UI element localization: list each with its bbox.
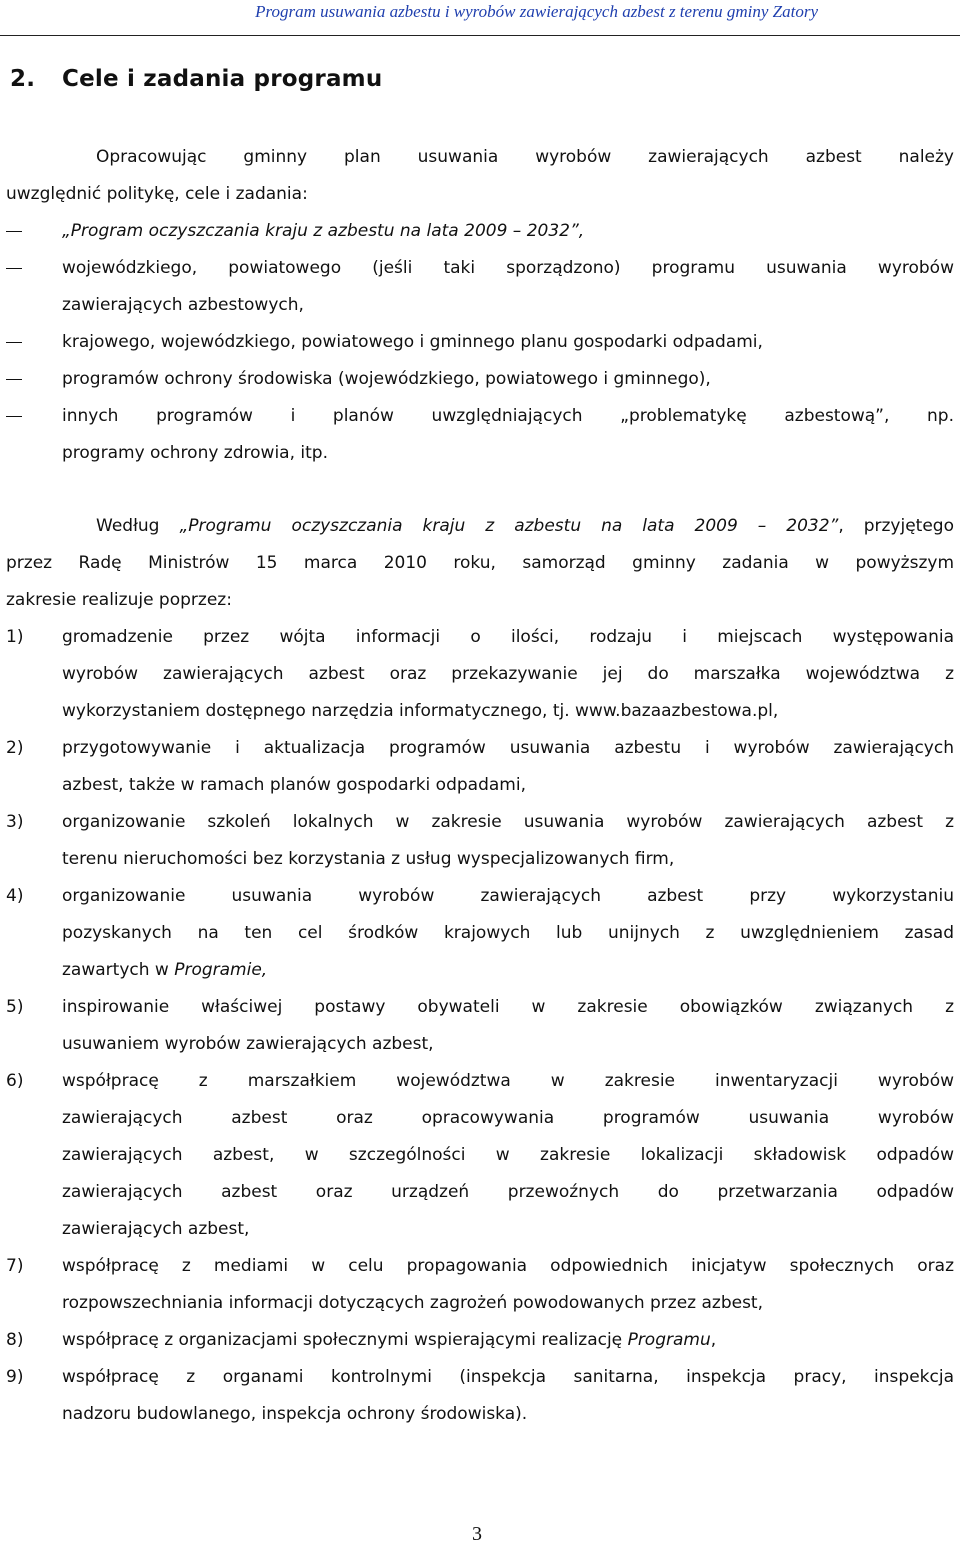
task-3-line-1: organizowanie szkoleń lokalnych w zakresie usuwania wyrobów zawierających azbest z xyxy=(62,812,954,832)
task-1-line-1: gromadzenie przez wójta informacji o ilości, rodzaju i miejscach występowania xyxy=(62,627,954,647)
program-reference: Programie, xyxy=(174,960,268,980)
bullet-dash xyxy=(6,342,22,343)
task-7-line-2: rozpowszechniania informacji dotyczących zagrożeń powodowanych przez azbest, xyxy=(62,1293,764,1313)
para2-line-2: przez Radę Ministrów 15 marca 2010 roku, samorząd gminny zadania w powyższym xyxy=(6,553,954,573)
task-8-tail: , xyxy=(710,1330,717,1350)
bullet-5-line-2: programy ochrony zdrowia, itp. xyxy=(62,443,328,463)
task-6-line-1: współpracę z marszałkiem województwa w zakresie inwentaryzacji wyrobów xyxy=(62,1071,954,1091)
intro-line-1: Opracowując gminny plan usuwania wyrobów zawierających azbest należy xyxy=(96,147,954,167)
task-4-lead: zawartych w xyxy=(62,960,175,980)
task-number: 6) xyxy=(6,1071,24,1091)
task-number: 7) xyxy=(6,1256,24,1276)
bullet-1: „Program oczyszczania kraju z azbestu na lata 2009 – 2032”, xyxy=(62,221,585,241)
task-6-line-5: zawierających azbest, xyxy=(62,1219,250,1239)
para2-line-1 xyxy=(96,516,954,536)
task-5-line-2: usuwaniem wyrobów zawierających azbest, xyxy=(62,1034,434,1054)
task-1-line-2: wyrobów zawierających azbest oraz przekazywanie jej do marszałka województwa z xyxy=(62,664,954,684)
task-6-line-3: zawierających azbest, w szczególności w zakresie lokalizacji składowisk odpadów xyxy=(62,1145,954,1165)
bullet-2-line-1: wojewódzkiego, powiatowego (jeśli taki sporządzono) programu usuwania wyrobów xyxy=(62,258,954,278)
task-number: 2) xyxy=(6,738,24,758)
section-title: Cele i zadania programu xyxy=(62,66,383,92)
bullet-3: krajowego, wojewódzkiego, powiatowego i gminnego planu gospodarki odpadami, xyxy=(62,332,763,352)
bullet-dash xyxy=(6,416,22,417)
task-8-lead: współpracę z organizacjami społecznymi wspierającymi realizację xyxy=(62,1330,628,1350)
task-4-line-3 xyxy=(62,960,267,980)
task-6-line-2: zawierających azbest oraz opracowywania programów usuwania wyrobów xyxy=(62,1108,954,1128)
page-number: 3 xyxy=(472,1523,482,1545)
task-number: 4) xyxy=(6,886,24,906)
bullet-dash xyxy=(6,268,22,269)
task-4-line-2: pozyskanych na ten cel środków krajowych lub unijnych z uwzględnieniem zasad xyxy=(62,923,954,943)
bullet-dash xyxy=(6,379,22,380)
task-6-line-4: zawierających azbest oraz urządzeń przewoźnych do przetwarzania odpadów xyxy=(62,1182,954,1202)
para2-line-3: zakresie realizuje poprzez: xyxy=(6,590,232,610)
task-8-line-1 xyxy=(62,1330,716,1350)
page-header xyxy=(0,0,960,38)
intro-line-2: uwzględnić politykę, cele i zadania: xyxy=(6,184,308,204)
program-reference: Programu xyxy=(627,1330,711,1350)
para2-lead: Według xyxy=(96,516,180,536)
task-3-line-2: terenu nieruchomości bez korzystania z usług wyspecjalizowanych firm, xyxy=(62,849,675,869)
task-number: 1) xyxy=(6,627,24,647)
task-number: 3) xyxy=(6,812,24,832)
task-number: 5) xyxy=(6,997,24,1017)
task-7-line-1: współpracę z mediami w celu propagowania odpowiednich inicjatyw społecznych oraz xyxy=(62,1256,954,1276)
bullet-2-line-2: zawierających azbestowych, xyxy=(62,295,304,315)
task-9-line-1: współpracę z organami kontrolnymi (inspekcja sanitarna, inspekcja pracy, inspekcja xyxy=(62,1367,954,1387)
section-heading xyxy=(10,66,382,92)
task-2-line-1: przygotowywanie i aktualizacja programów usuwania azbestu i wyrobów zawierających xyxy=(62,738,954,758)
program-title: „Programu oczyszczania kraju z azbestu na lata 2009 – 2032” xyxy=(179,516,839,536)
bullet-5-line-1: innych programów i planów uwzględniających „problematykę azbestową”, np. xyxy=(62,406,954,426)
bullet-dash xyxy=(6,231,22,232)
task-9-line-2: nadzoru budowlanego, inspekcja ochrony środowiska). xyxy=(62,1404,528,1424)
bullet-4: programów ochrony środowiska (wojewódzkiego, powiatowego i gminnego), xyxy=(62,369,711,389)
header-rule xyxy=(0,35,960,36)
running-title: Program usuwania azbestu i wyrobów zawierających azbest z terenu gminy Zatory xyxy=(255,2,818,21)
task-1-line-3: wykorzystaniem dostępnego narzędzia informatycznego, tj. www.bazaazbestowa.pl, xyxy=(62,701,779,721)
task-4-line-1: organizowanie usuwania wyrobów zawierających azbest przy wykorzystaniu xyxy=(62,886,954,906)
section-number: 2. xyxy=(10,66,36,92)
task-2-line-2: azbest, także w ramach planów gospodarki odpadami, xyxy=(62,775,526,795)
task-5-line-1: inspirowanie właściwej postawy obywateli w zakresie obowiązków związanych z xyxy=(62,997,954,1017)
para2-tail: , przyjętego xyxy=(838,516,954,536)
task-number: 9) xyxy=(6,1367,24,1387)
task-number: 8) xyxy=(6,1330,24,1350)
